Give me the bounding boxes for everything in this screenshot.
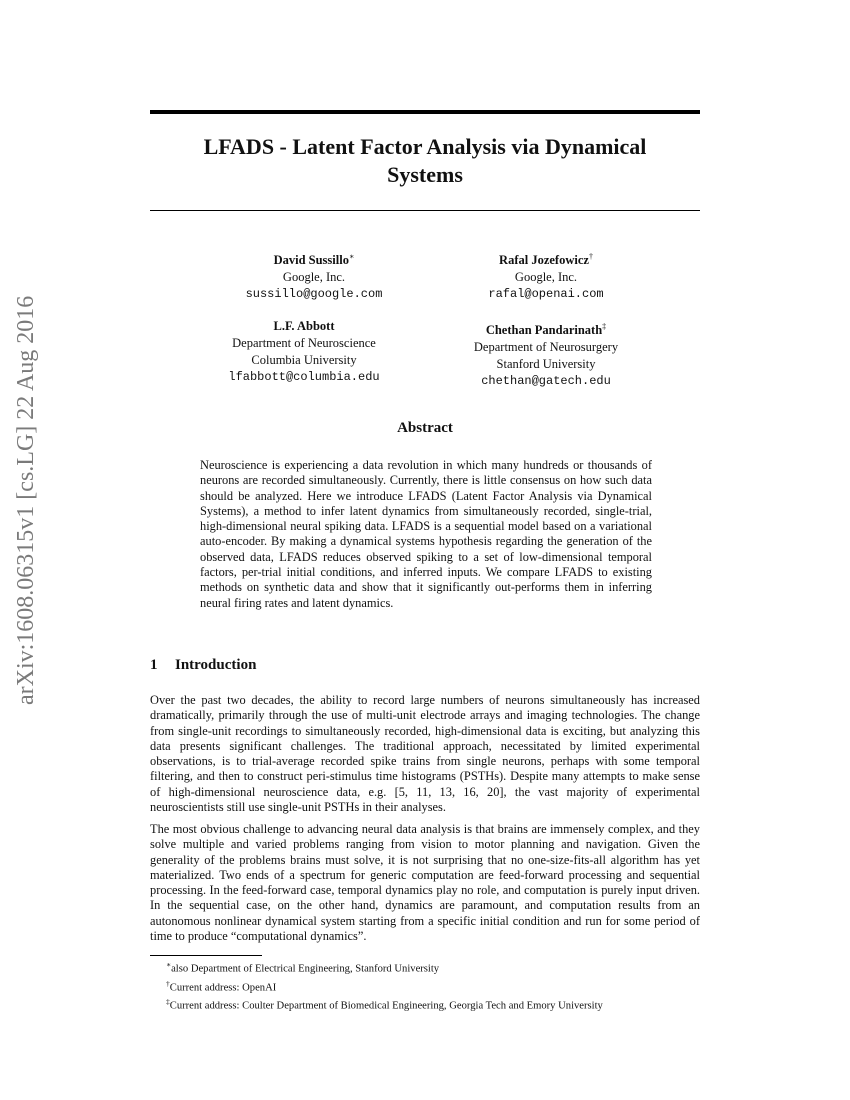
author-mark: ∗ [348,252,355,261]
footnote-rule [150,955,262,956]
author-name: L.F. Abbott [273,319,335,333]
author-block-jozefowicz [446,248,646,303]
intro-paragraph-2: The most obvious challenge to advancing neural data analysis is that brains are immensely complex, and they solve multiple and varied problems ranging from vision to motor planning and navigation. Given the generality of the problems brains must solve, it is not surprising that no one-size-fits-all algorithm has yet materialized. Two ends of a spectrum for generic computation are feed-forward processing and sequential processing. In the feed-forward case, temporal dynamics play no role, and computation is purely input driven. In the sequential case, on the other hand, dynamics are paramount, and computation results from an autonomous nonlinear dynamical system starting from a specific initial condition and run for some period of time to produce “computational dynamics”. [150,822,700,944]
author-mark: ‡ [602,322,607,331]
footnote-3 [166,995,706,1014]
author-affiliation: Department of Neurosurgery [473,340,619,355]
footnote-mark: ∗ [166,960,172,969]
author-name: Chethan Pandarinath [485,323,603,338]
title-top-rule [150,110,700,114]
intro-paragraph-1: Over the past two decades, the ability to record large numbers of neurons simultaneously has increased dramatically, primarily through the use of multi-unit electrode arrays and imaging technologies. The change from single-unit recordings to simultaneously recorded, high-dimensional data is exciting, but analyzing this data presents significant challenges. The traditional approach, necessitated by limited experimental observations, is to trial-average recorded spike trains from single neurons, perhaps with some temporal filtering, and then to construct peri-stimulus time histograms (PSTHs). Despite many attempts to make sense of high-dimensional neuroscience data, e.g. [5, 11, 13, 16, 20], the vast majority of experimental neuroscientists still use single-unit PSTHs in their analyses. [150,693,700,815]
abstract-text: Neuroscience is experiencing a data revolution in which many hundreds or thousands of neurons are recorded simultaneously. Currently, there is little consensus on how such data should be analyzed. Here we introduce LFADS (Latent Factor Analysis via Dynamical Systems), a method to infer latent dynamics from simultaneously recorded, single-trial, high-dimensional neural spiking data. LFADS is a sequential model based on a variational auto-encoder. By making a dynamical systems hypothesis regarding the generation of the observed data, LFADS reduces observed spiking to a set of low-dimensional temporal factors, per-trial initial conditions, and inferred inputs. We compare LFADS to existing methods on synthetic data and show that it significantly out-performs them in inferring neural firing rates and latent dynamics. [200,458,652,610]
abstract-heading: Abstract [397,420,453,436]
author-email[interactable]: rafal@openai.com [488,287,604,302]
footnote-text: Current address: OpenAI [169,982,277,994]
title-line-1: LFADS - Latent Factor Analysis via Dynamical [203,134,647,159]
footnotes [166,958,706,1014]
footnote-1 [166,958,706,977]
footnote-mark: ‡ [166,997,170,1007]
section-number: 1 [150,657,158,673]
footnote-text: Current address: Coulter Department of Biomedical Engineering, Georgia Tech and Emory University [169,1000,603,1012]
author-institution: Stanford University [496,357,596,372]
author-affiliation: Google, Inc. [514,270,578,285]
footnote-mark: † [166,978,170,988]
footnote-2 [166,977,706,996]
author-institution: Columbia University [251,353,357,367]
arxiv-stamp: arXiv:1608.06315v1 [cs.LG] 22 Aug 2016 [13,295,39,705]
author-block-sussillo [214,248,414,303]
author-block-abbott [194,318,414,386]
author-block-pandarinath [436,318,656,390]
author-email[interactable]: lfabbott@columbia.edu [228,370,380,384]
author-name: David Sussillo [273,253,349,268]
section-title: Introduction [175,657,257,673]
paper-title [150,133,700,189]
author-affiliation: Department of Neuroscience [232,336,376,350]
footnote-text: also Department of Electrical Engineering, Stanford University [171,963,440,975]
author-affiliation: Google, Inc. [282,270,346,285]
section-heading-introduction [150,657,256,674]
author-mark: † [588,252,593,261]
author-name: Rafal Jozefowicz [499,253,589,268]
title-bottom-rule [150,210,700,211]
author-email[interactable]: chethan@gatech.edu [481,374,611,389]
author-email[interactable]: sussillo@google.com [245,287,383,302]
title-line-2: Systems [387,162,463,187]
